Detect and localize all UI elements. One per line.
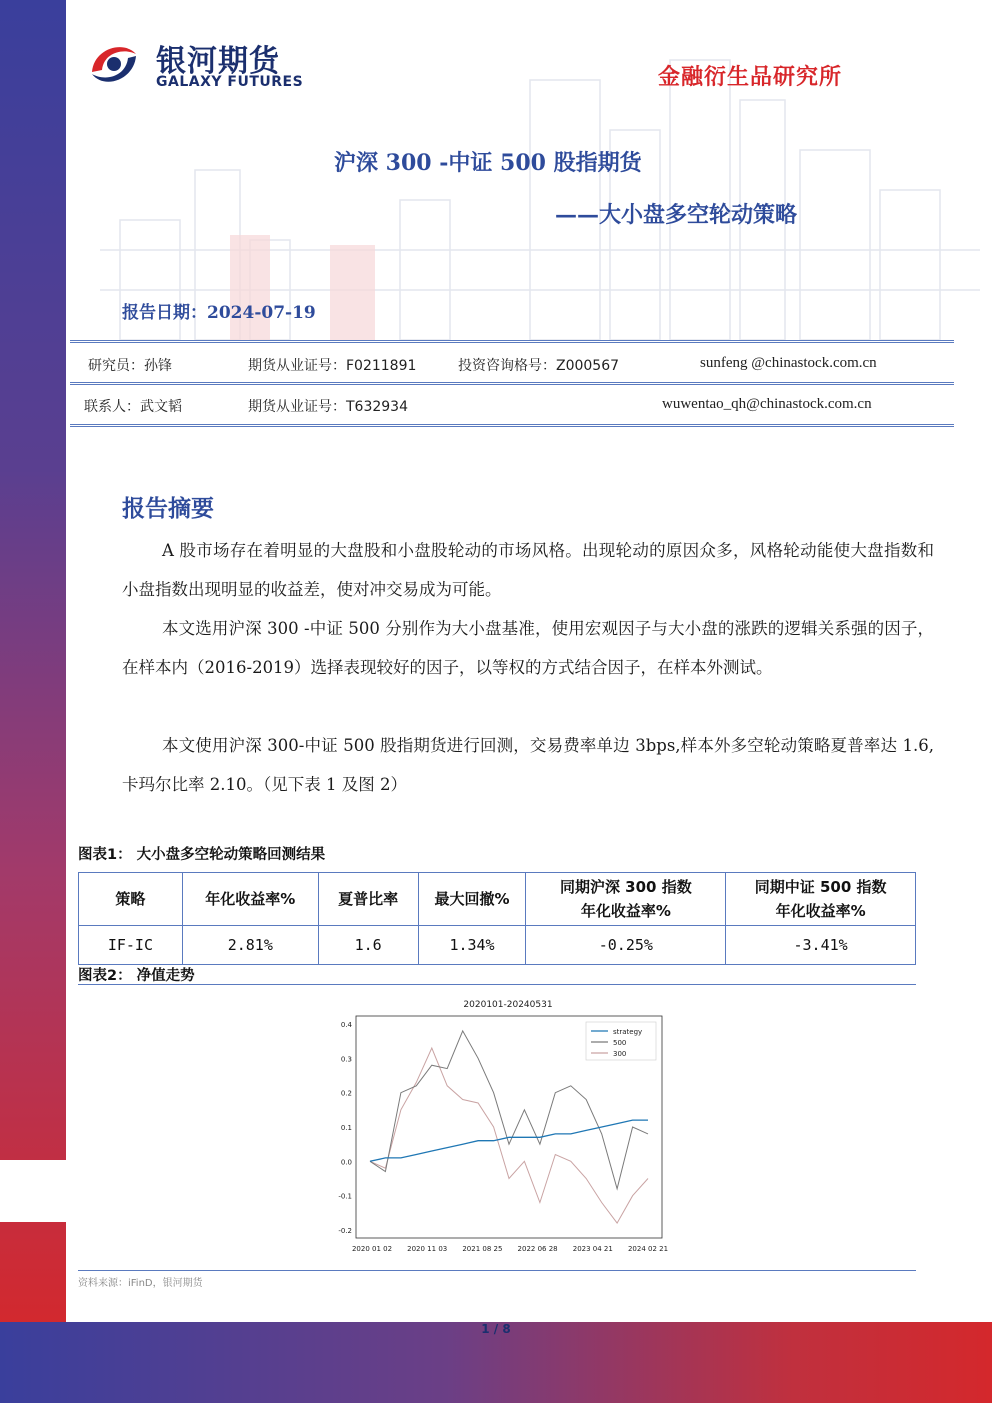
researcher-name: 研究员：孙锋 <box>88 358 172 374</box>
contact-license: 期货从业证号：T632934 <box>248 399 408 415</box>
galaxy-logo-icon <box>84 36 144 92</box>
logo-text-cn: 银河期货 <box>156 44 280 79</box>
table-header-cell: 最大回撤% <box>418 873 526 926</box>
company-logo <box>84 32 314 98</box>
researcher-consult-license: 投资咨询格号：Z000567 <box>458 358 620 374</box>
table-cell: 1.6 <box>318 926 418 965</box>
institute-name: 金融衍生品研究所 <box>657 64 842 90</box>
series-line-300 <box>370 1048 648 1223</box>
divider <box>78 984 916 985</box>
table-header-cell: 策略 <box>79 873 183 926</box>
report-title: 沪深 300 -中证 500 股指期货 <box>334 150 642 176</box>
legend-label: 300 <box>613 1050 627 1058</box>
y-tick-label: 0.1 <box>340 1124 352 1132</box>
y-tick-label: 0.2 <box>340 1089 352 1098</box>
summary-paragraph: A 股市场存在着明显的大盘股和小盘股轮动的市场风格。出现轮动的原因众多，风格轮动能使大盘指数和小盘指数出现明显的收益差，使对冲交易成为可能。 <box>122 541 934 599</box>
chart-title: 2020101-20240531 <box>463 1000 553 1010</box>
x-tick-label: 2022 06 28 <box>517 1245 558 1253</box>
figure1-label: 图表1： 大小盘多空轮动策略回测结果 <box>78 847 326 863</box>
x-tick-label: 2023 04 21 <box>572 1245 613 1253</box>
table-header-cell: 同期沪深 300 指数 年化收益率% <box>526 873 726 926</box>
x-tick-label: 2020 11 03 <box>407 1245 448 1253</box>
contact-row <box>84 396 920 420</box>
x-tick-label: 2024 02 21 <box>627 1245 669 1253</box>
backtest-results-table <box>78 872 916 965</box>
x-tick-label: 2020 01 02 <box>351 1245 393 1253</box>
table-cell: 2.81% <box>182 926 318 965</box>
y-tick-label: 0.3 <box>340 1055 352 1064</box>
source-note: 资料来源：iFinD，银河期货 <box>78 1278 203 1289</box>
divider <box>70 340 954 343</box>
divider <box>70 424 954 427</box>
report-date: 报告日期：2024-07-19 <box>122 303 316 323</box>
y-tick-label: 0.4 <box>340 1021 352 1029</box>
table-row <box>79 926 916 965</box>
figure2-label: 图表2： 净值走势 <box>78 968 195 984</box>
y-tick-label: -0.1 <box>338 1192 352 1201</box>
researcher-row <box>84 355 920 379</box>
divider <box>70 382 954 385</box>
left-decor-bar <box>0 0 66 1340</box>
researcher-email[interactable]: sunfeng @chinastock.com.cn <box>700 355 877 371</box>
divider <box>78 1270 916 1271</box>
table-header-cell: 夏普比率 <box>318 873 418 926</box>
logo-text-en: GALAXY FUTURES <box>156 74 304 90</box>
report-subtitle: ——大小盘多空轮动策略 <box>555 202 798 228</box>
y-tick-label: -0.2 <box>338 1227 352 1235</box>
table-cell: IF-IC <box>79 926 183 965</box>
contact-email[interactable]: wuwentao_qh@chinastock.com.cn <box>662 396 872 412</box>
contact-name: 联系人：武文韬 <box>84 399 182 415</box>
chart-legend <box>586 1022 656 1060</box>
series-line-strategy <box>370 1120 648 1161</box>
summary-paragraph: 本文选用沪深 300 -中证 500 分别作为大小盘基准，使用宏观因子与大小盘的涨跌的逻辑关系强的因子，在样本内（2016-2019）选择表现较好的因子，以等权的方式结合因子，在样本外测试。 <box>122 619 934 677</box>
summary-paragraph: 本文使用沪深 300-中证 500 股指期货进行回测，交易费率单边 3bps,样本外多空轮动策略夏普率达 1.6,卡玛尔比率 2.10。（见下表 1 及图 2） <box>122 736 934 794</box>
section-heading-summary: 报告摘要 <box>122 495 214 522</box>
table-header-cell: 年化收益率% <box>182 873 318 926</box>
y-tick-label: 0.0 <box>340 1158 352 1167</box>
table-cell: 1.34% <box>418 926 526 965</box>
net-value-chart <box>328 994 669 1258</box>
legend-label: strategy <box>613 1028 643 1036</box>
legend-label: 500 <box>613 1039 627 1047</box>
table-header-cell: 同期中证 500 指数 年化收益率% <box>726 873 916 926</box>
table-cell: -0.25% <box>526 926 726 965</box>
researcher-license: 期货从业证号：F0211891 <box>248 358 417 374</box>
table-header-row <box>79 873 916 926</box>
page-number: 1 / 8 <box>481 1322 511 1336</box>
table-cell: -3.41% <box>726 926 916 965</box>
x-tick-label: 2021 08 25 <box>462 1245 503 1253</box>
